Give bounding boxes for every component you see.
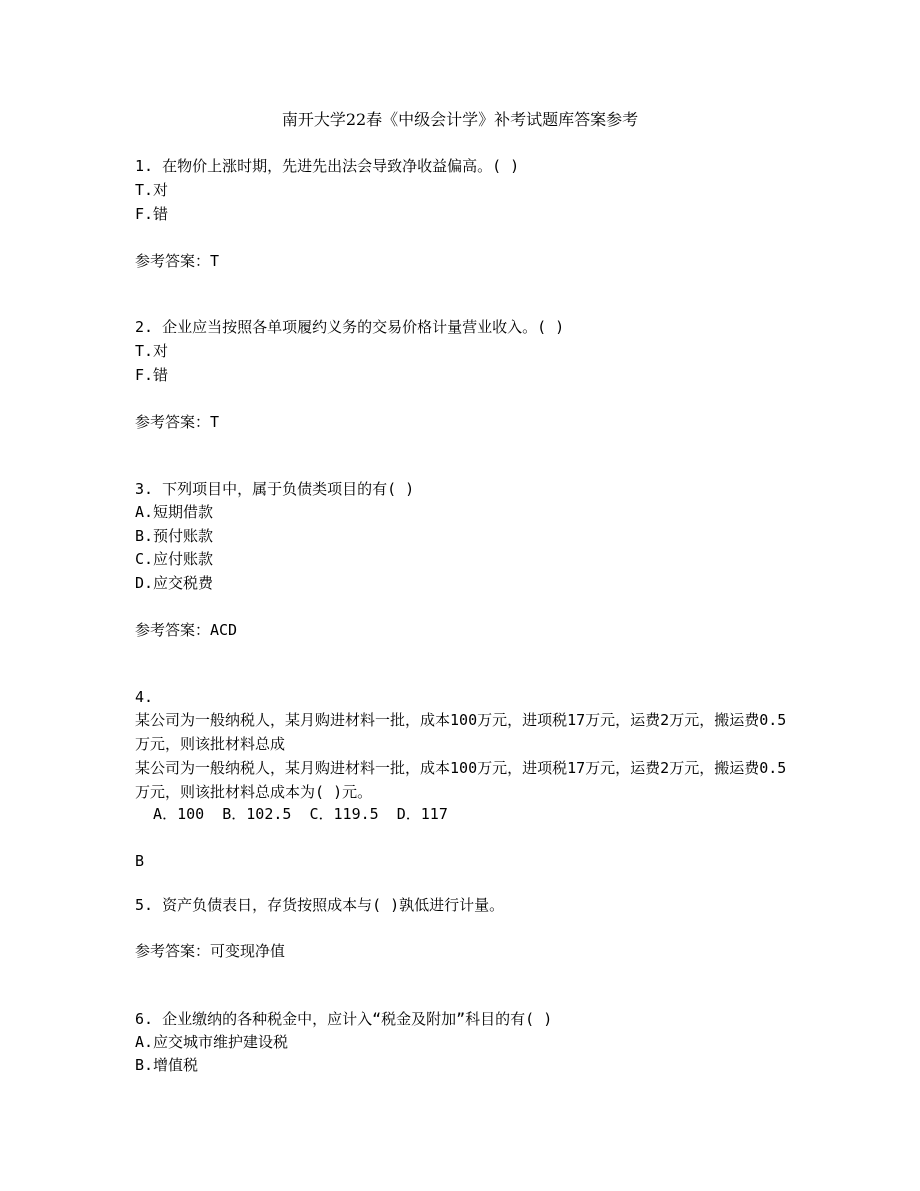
question-5-answer: 参考答案：可变现净值 (135, 942, 286, 960)
question-6-option-b: B.增值税 (135, 1056, 199, 1074)
question-1-answer: 参考答案：T (135, 252, 220, 270)
question-4-number: 4. (135, 688, 154, 706)
document-title: 南开大学22春《中级会计学》补考试题库答案参考 (281, 110, 639, 129)
question-3-option-c: C.应付账款 (135, 550, 214, 568)
question-3-option-b: B.预付账款 (135, 527, 214, 545)
question-3-answer: 参考答案：ACD (135, 621, 238, 639)
question-4-paragraph-1: 某公司为一般纳税人，某月购进材料一批，成本100万元，进项税17万元，运费2万元，搬运费0.5万元，则该批材料总成 (135, 711, 787, 753)
question-5-stem: 5. 资产负债表日，存货按照成本与( )孰低进行计量。 (135, 896, 505, 914)
question-4-choices: A．100 B．102.5 C．119.5 D．117 (135, 805, 448, 823)
question-1-stem: 1. 在物价上涨时期，先进先出法会导致净收益偏高。( ) (135, 157, 520, 175)
question-6-option-a: A.应交城市维护建设税 (135, 1033, 289, 1051)
question-1-option-t: T.对 (135, 181, 169, 199)
question-2-option-f: F.错 (135, 366, 169, 384)
question-3-option-a: A.短期借款 (135, 503, 214, 521)
question-2-answer: 参考答案：T (135, 413, 220, 431)
question-6-stem: 6. 企业缴纳的各种税金中，应计入“税金及附加”科目的有( ) (135, 1010, 553, 1028)
question-2-stem: 2. 企业应当按照各单项履约义务的交易价格计量营业收入。( ) (135, 318, 565, 336)
question-4-paragraph-2: 某公司为一般纳税人，某月购进材料一批，成本100万元，进项税17万元，运费2万元，搬运费0.5万元，则该批材料总成本为( )元。 (135, 759, 787, 801)
question-3-stem: 3. 下列项目中，属于负债类项目的有( ) (135, 480, 415, 498)
question-2-option-t: T.对 (135, 342, 169, 360)
question-4-answer: B (135, 852, 145, 870)
question-1-option-f: F.错 (135, 205, 169, 223)
question-3-option-d: D.应交税费 (135, 574, 214, 592)
